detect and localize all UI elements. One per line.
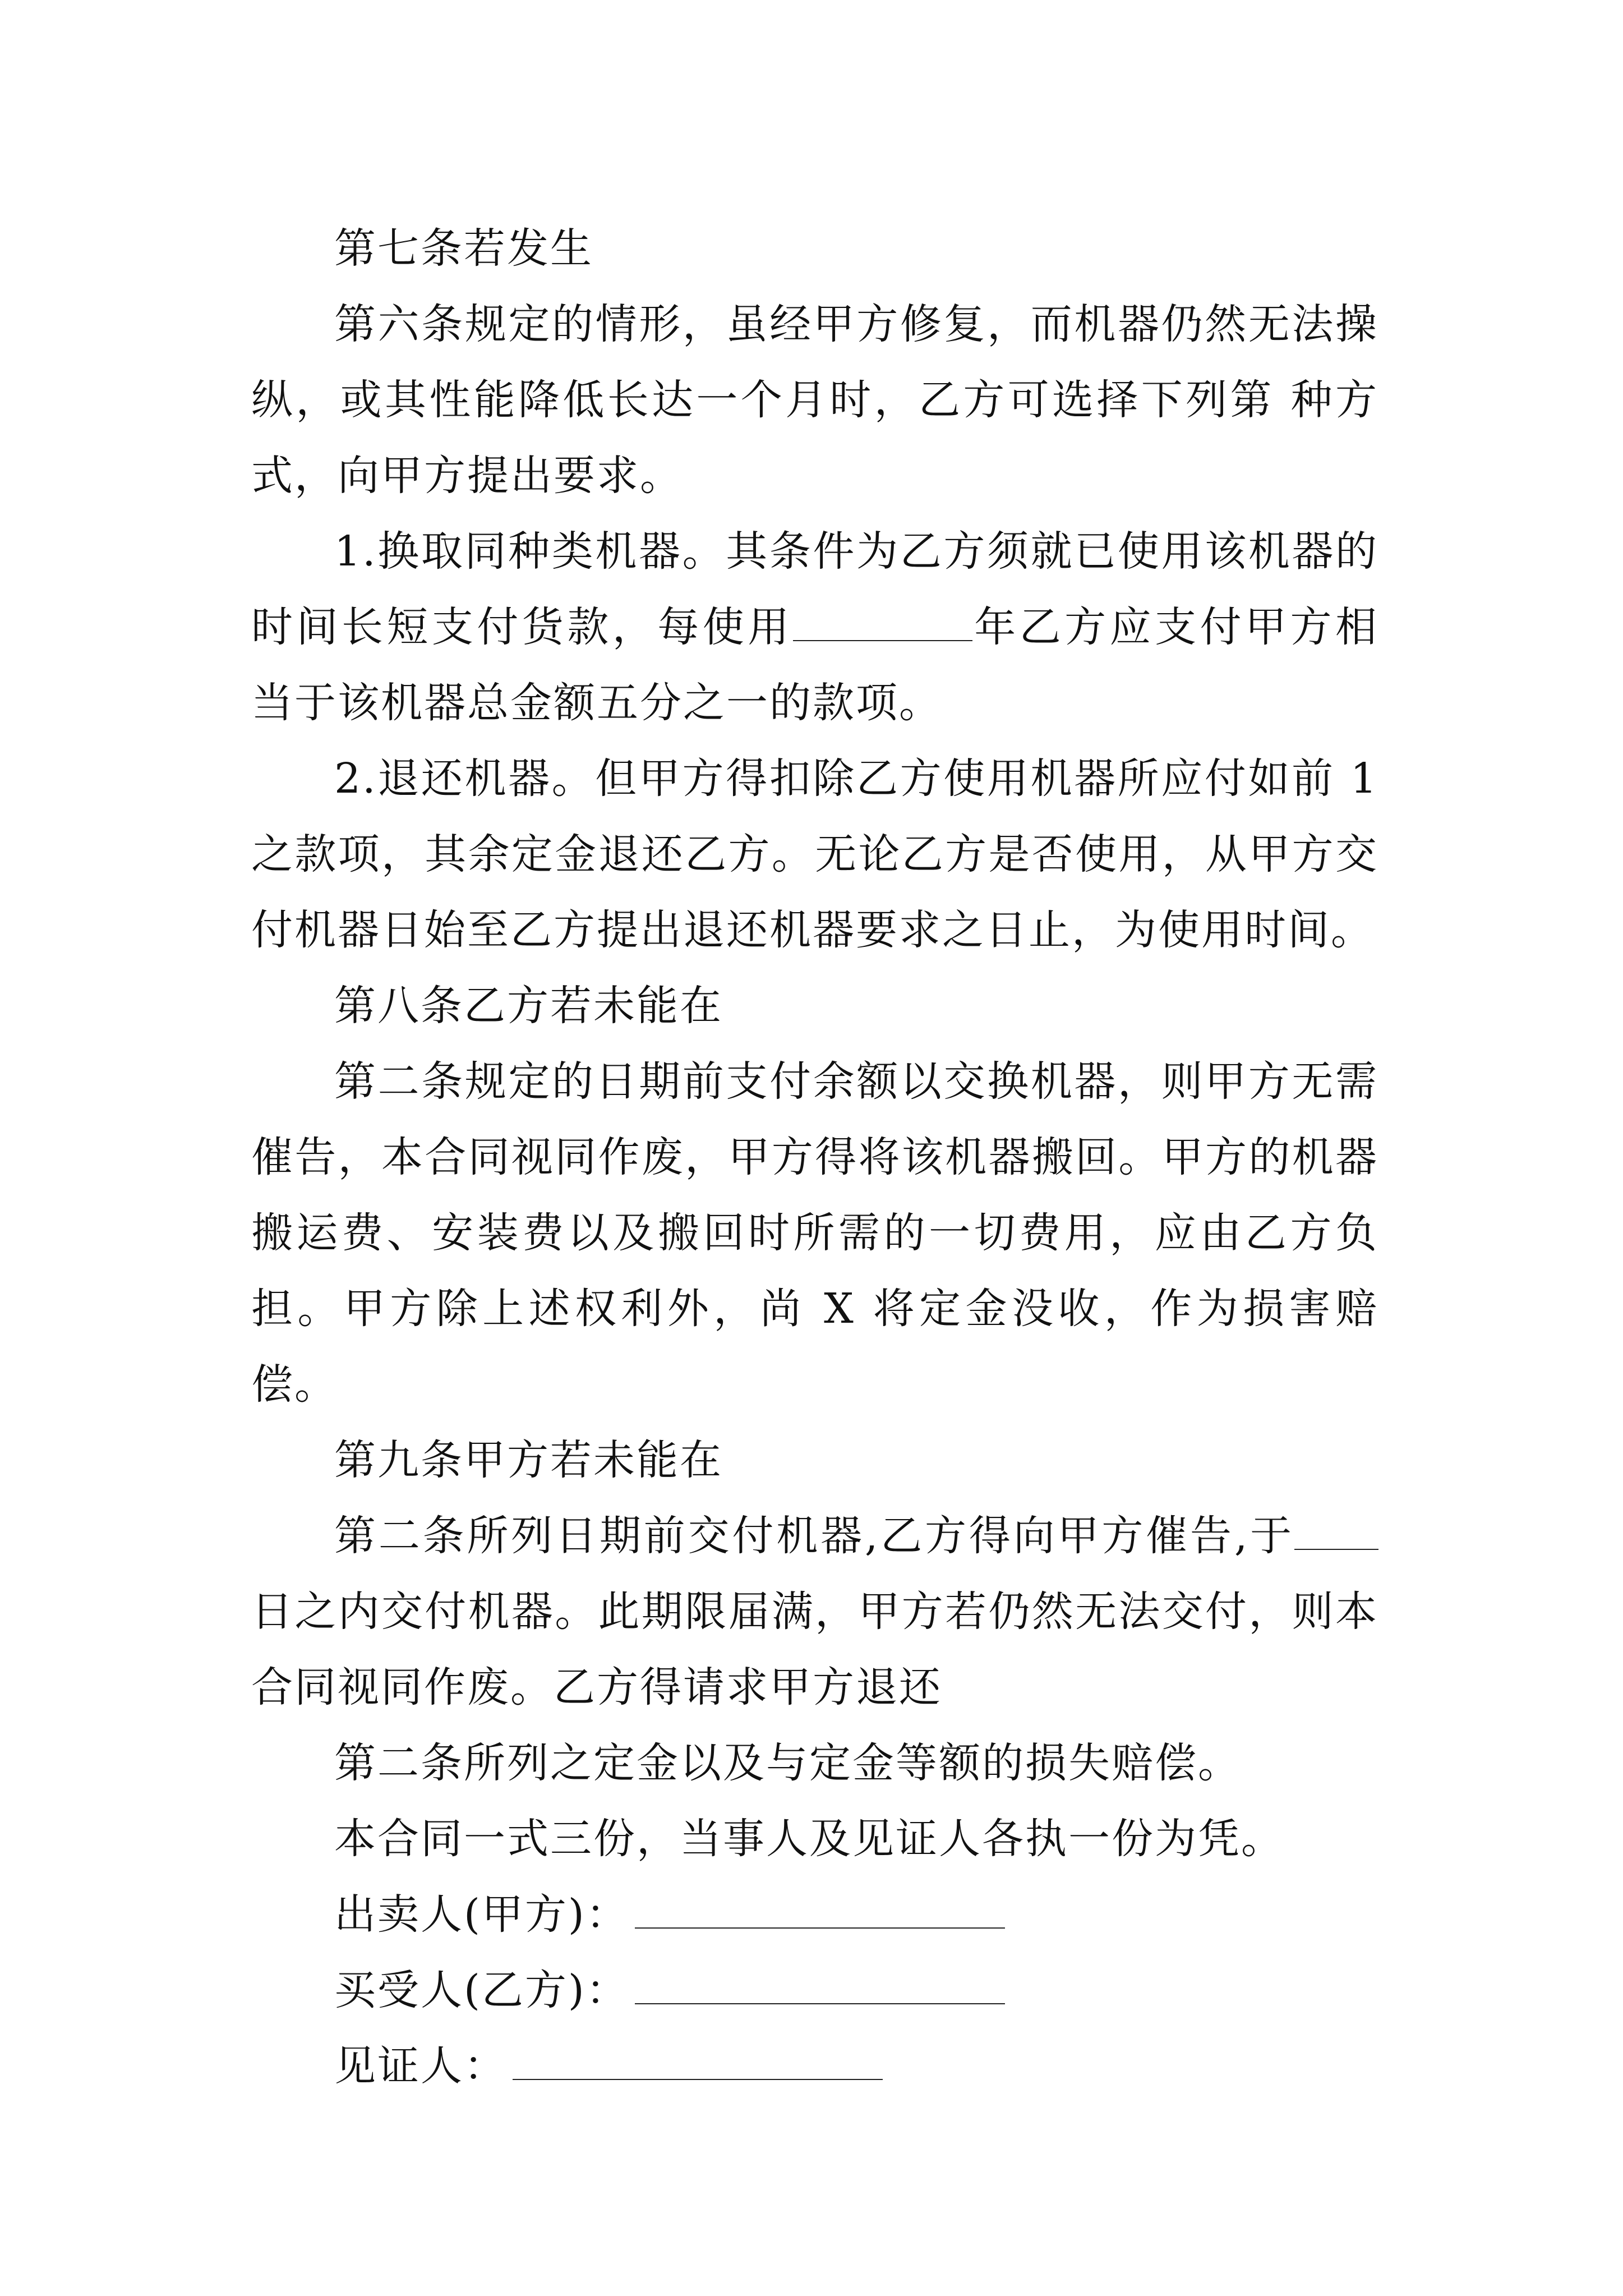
years-blank-field[interactable] (793, 606, 972, 641)
buyer-signature-field[interactable] (635, 1970, 1005, 2004)
seller-label: 出卖人(甲方)： (334, 1890, 629, 1939)
option-1-text (251, 514, 1378, 741)
buyer-label: 买受人(乙方)： (334, 1966, 629, 2014)
article-7-heading: 第七条若发生 (334, 224, 593, 273)
article-9-text-a: 第二条所列日期前交付机器,乙方得向甲方催告,于 (334, 1512, 1294, 1560)
article-9-text-b: 日之内交付机器。此期限届满，甲方若仍然无法交付，则本合同视同作废。乙方得请求甲方退还 (251, 1588, 1378, 1711)
witness-signature-line (251, 2028, 1378, 2104)
deposit-refund-text: 第二条所列之定金以及与定金等额的损失赔偿。 (334, 1739, 1241, 1787)
buyer-signature-line (251, 1953, 1378, 2028)
witness-signature-field[interactable] (513, 2045, 883, 2080)
copies-clause: 本合同一式三份，当事人及见证人各执一份为凭。 (334, 1815, 1284, 1863)
article-7-text: 第六条规定的情形，虽经甲方修复，而机器仍然无法操纵，或其性能降低长达一个月时，乙方可选择下列第 种方式，向甲方提出要求。 (251, 300, 1378, 500)
option-2-text: 2.退还机器。但甲方得扣除乙方使用机器所应付如前 1 之款项，其余定金退还乙方。无论乙方是否使用，从甲方交付机器日始至乙方提出退还机器要求之日止，为使用时间。 (251, 754, 1378, 954)
days-blank-field[interactable] (1294, 1515, 1378, 1550)
article-9-heading: 第九条甲方若未能在 (334, 1436, 723, 1484)
article-9-text (251, 1498, 1378, 1726)
seller-signature-field[interactable] (635, 1894, 1005, 1929)
contract-body (251, 211, 1378, 2104)
article-8-text: 第二条规定的日期前支付余额以交换机器，则甲方无需催告，本合同视同作废，甲方得将该机器搬回。甲方的机器搬运费、安装费以及搬回时所需的一切费用，应由乙方负担。甲方除上述权利外，尚 X 将定金没收，作为损害赔偿。 (251, 1057, 1378, 1409)
witness-label: 见证人： (334, 2042, 507, 2090)
option-1-text-a: 1.换取同种类机器。其条件为乙方须就已使用该机器的时间长短支付货款，每使用 (251, 527, 1378, 651)
seller-signature-line (251, 1877, 1378, 1953)
option-1-text-b: 年乙方应支付甲方相当于该机器总金额五分之一的款项。 (251, 603, 1379, 727)
article-8-heading: 第八条乙方若未能在 (334, 982, 723, 1030)
